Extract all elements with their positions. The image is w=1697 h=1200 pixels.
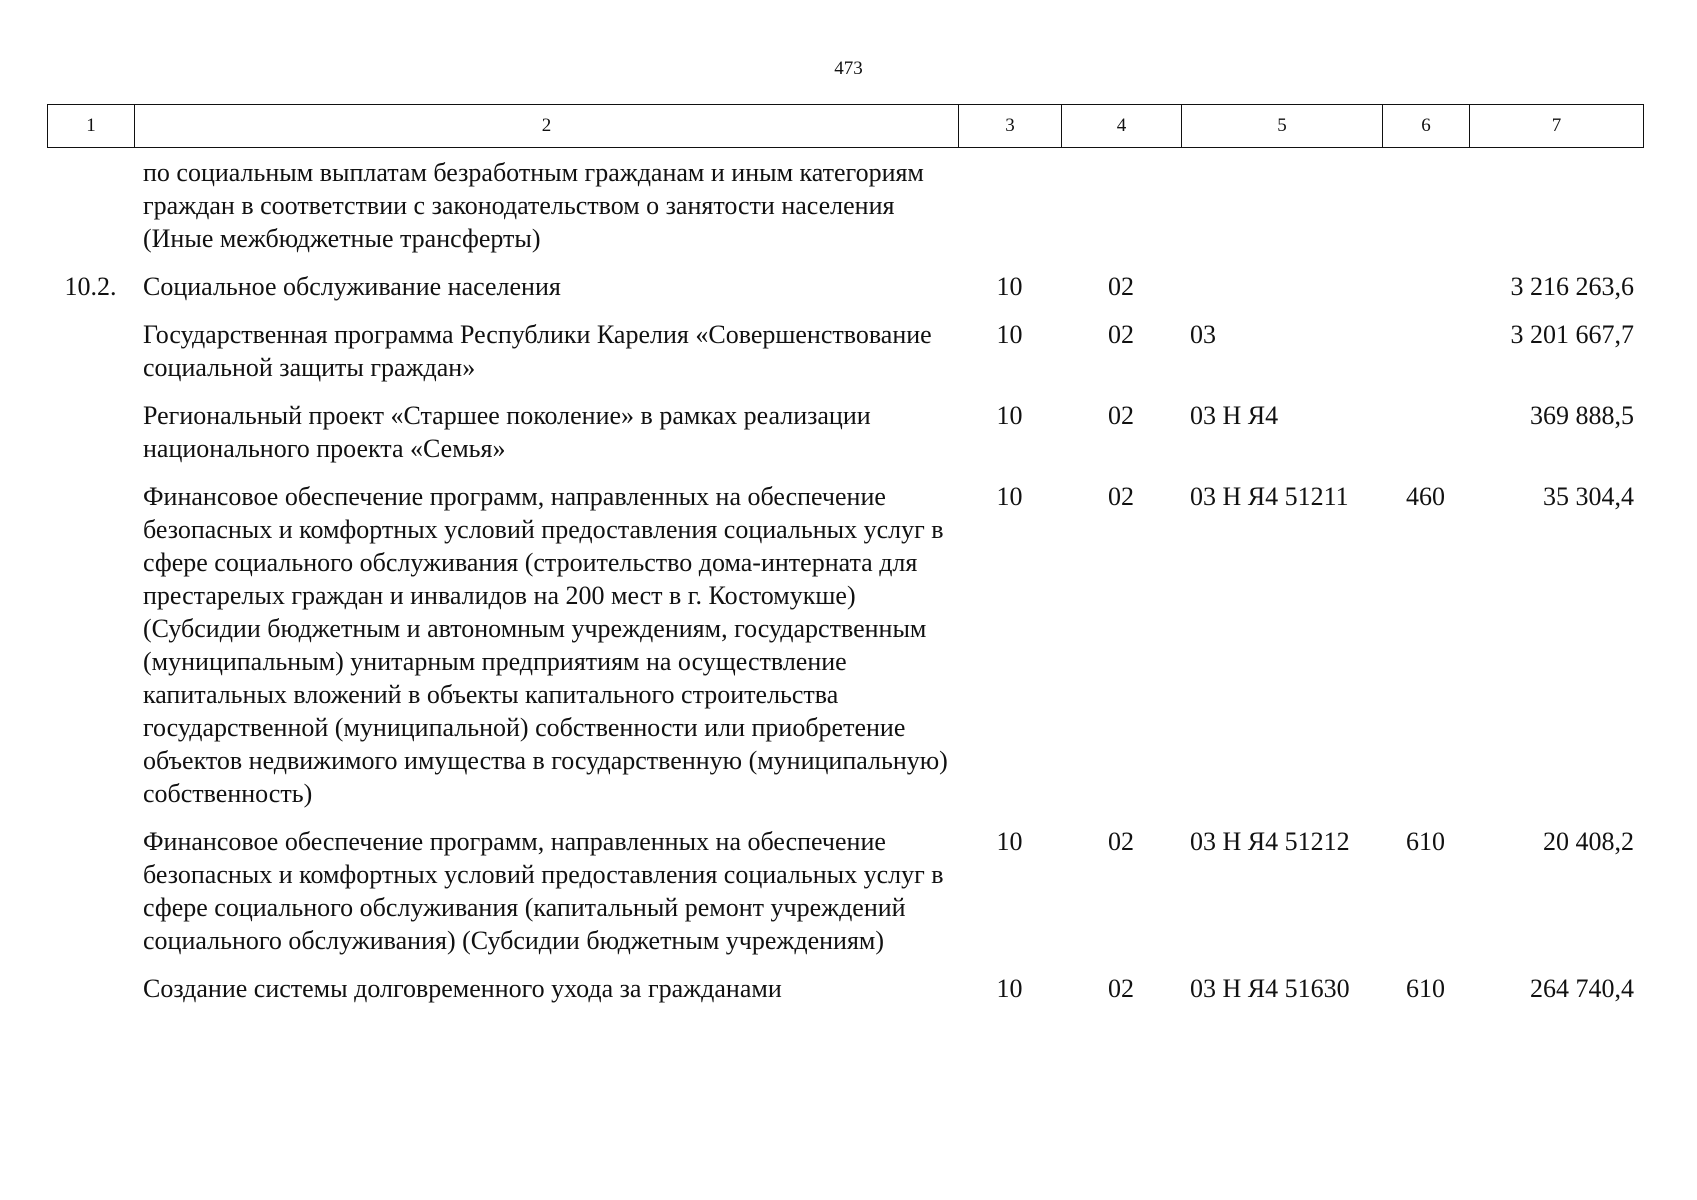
row-number bbox=[47, 318, 134, 399]
row-name: по социальным выплатам безработным гражданам и иным категориям граждан в соответствии с законодательством о занятости населения (Иные межбюджетные трансферты) bbox=[143, 158, 924, 253]
row-name: Финансовое обеспечение программ, направленных на обеспечение безопасных и комфортных условий предоставления социальных услуг в сфере социального обслуживания (строительство дома-интерната для престарелых граждан и инвалидов на 200 мест в г. Костомукше) (Субсидии бюджетным и автономным учреждениям, государственным (муниципальным) унитарным предприятиям на осуществление капитальных вложений в объекты капитального строительства государственной (муниципальной) собственности или приобретение объектов недвижимого имущества в государственную (муниципальную) собственность) bbox=[143, 482, 948, 808]
table-row bbox=[47, 825, 1643, 972]
row-section: 10 bbox=[996, 401, 1023, 430]
row-target-article: 03 Н Я4 51212 bbox=[1190, 827, 1350, 856]
row-subsection: 02 bbox=[1108, 827, 1134, 856]
row-expense-type: 610 bbox=[1406, 827, 1445, 856]
row-section: 10 bbox=[996, 272, 1023, 301]
table-row bbox=[47, 480, 1643, 825]
row-subsection: 02 bbox=[1108, 320, 1134, 349]
row-amount: 35 304,4 bbox=[1543, 482, 1634, 511]
row-name: Государственная программа Республики Карелия «Совершенствование социальной защиты граждан» bbox=[143, 320, 932, 382]
header-row bbox=[48, 105, 1644, 148]
row-number bbox=[47, 972, 134, 1005]
page-number: 473 bbox=[834, 58, 863, 79]
header-col-3: 3 bbox=[959, 105, 1062, 148]
row-number bbox=[47, 825, 134, 972]
row-number bbox=[47, 480, 134, 825]
table-row bbox=[47, 270, 1643, 318]
header-col-2: 2 bbox=[135, 105, 959, 148]
row-amount: 3 201 667,7 bbox=[1510, 320, 1634, 349]
row-section: 10 bbox=[996, 482, 1023, 511]
row-section: 10 bbox=[996, 320, 1023, 349]
row-name: Создание системы долговременного ухода за гражданами bbox=[143, 974, 782, 1003]
row-subsection: 02 bbox=[1108, 272, 1134, 301]
header-col-5: 5 bbox=[1182, 105, 1383, 148]
row-expense-type: 460 bbox=[1406, 482, 1445, 511]
row-name: Региональный проект «Старшее поколение» в рамках реализации национального проекта «Семья» bbox=[143, 401, 871, 463]
budget-table bbox=[47, 156, 1643, 1005]
row-amount: 264 740,4 bbox=[1530, 974, 1634, 1003]
row-expense-type: 610 bbox=[1406, 974, 1445, 1003]
column-number-header bbox=[47, 104, 1644, 148]
row-target-article: 03 Н Я4 51211 bbox=[1190, 482, 1349, 511]
header-col-7: 7 bbox=[1470, 105, 1644, 148]
row-section: 10 bbox=[996, 827, 1023, 856]
row-name: Социальное обслуживание населения bbox=[143, 272, 561, 301]
header-col-1: 1 bbox=[48, 105, 135, 148]
table-row bbox=[47, 156, 1643, 270]
row-number bbox=[47, 399, 134, 480]
header-col-6: 6 bbox=[1383, 105, 1470, 148]
row-number bbox=[47, 156, 134, 270]
row-expense-type bbox=[1382, 270, 1469, 318]
row-subsection: 02 bbox=[1108, 482, 1134, 511]
table-row bbox=[47, 318, 1643, 399]
row-subsection bbox=[1061, 156, 1181, 270]
row-amount: 20 408,2 bbox=[1543, 827, 1634, 856]
header-col-4: 4 bbox=[1062, 105, 1182, 148]
row-target-article: 03 Н Я4 bbox=[1190, 401, 1279, 430]
table-row bbox=[47, 399, 1643, 480]
row-amount bbox=[1469, 156, 1643, 270]
row-target-article: 03 Н Я4 51630 bbox=[1190, 974, 1350, 1003]
row-subsection: 02 bbox=[1108, 401, 1134, 430]
row-expense-type bbox=[1382, 318, 1469, 399]
row-subsection: 02 bbox=[1108, 974, 1134, 1003]
row-name: Финансовое обеспечение программ, направленных на обеспечение безопасных и комфортных условий предоставления социальных услуг в сфере социального обслуживания (капитальный ремонт учреждений социального обслуживания) (Субсидии бюджетным учреждениям) bbox=[143, 827, 944, 955]
row-target-article bbox=[1181, 156, 1382, 270]
row-section bbox=[958, 156, 1061, 270]
row-target-article: 03 bbox=[1190, 320, 1216, 349]
table-row bbox=[47, 972, 1643, 1005]
row-amount: 369 888,5 bbox=[1530, 401, 1634, 430]
row-expense-type bbox=[1382, 399, 1469, 480]
row-number: 10.2. bbox=[64, 272, 117, 301]
row-expense-type bbox=[1382, 156, 1469, 270]
row-target-article bbox=[1181, 270, 1382, 318]
row-amount: 3 216 263,6 bbox=[1510, 272, 1634, 301]
row-section: 10 bbox=[996, 974, 1023, 1003]
